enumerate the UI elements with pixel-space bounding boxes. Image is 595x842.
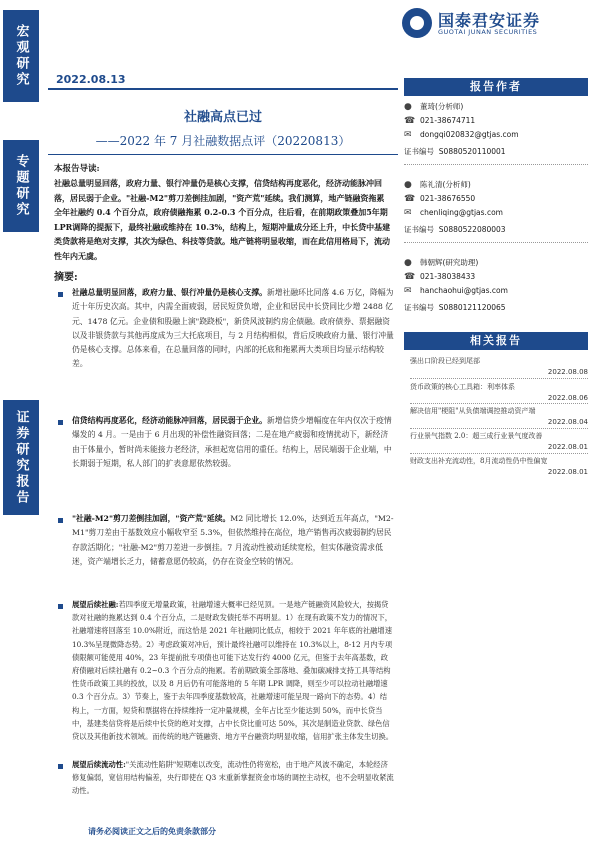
report-subtitle: ——2022 年 7 月社融数据点评（20220813） xyxy=(95,134,351,148)
related-report-item[interactable] xyxy=(410,431,588,451)
bullet-text: 新增社融环比同落 4.6 万亿，降幅为近十年历史次高。其中，内需全面疲弱，居民短贷负增，企业和居民中长贷同比少增 2488 亿元、1478 亿元。企业债和股融上演"跷跷板"，新贷风波制约房企债融。政府债券、票据融资以及非银贷款与其他再度成为三大托底项目，与 2 月结构相似，背后反映政府力量、银行冲量仍是核心支撑。总体来看，在总量回落的同时，内部的托底和拖累两大类项目均显示结构较差。 xyxy=(72,288,394,369)
author-name: 韩朝辉(研究助理) xyxy=(420,258,479,267)
author-cert xyxy=(404,302,506,313)
author-divider xyxy=(404,242,588,243)
bullet-marker xyxy=(58,604,63,609)
mail-icon: ✉ xyxy=(404,286,412,296)
related-report-item[interactable] xyxy=(410,406,588,426)
bullet-text: "关流动性陷阱"短期难以改变，流动性仍将宽松，由于地产风波不确定，本轮经济修复偏弱，宽信用结构偏差，央行即使在 Q3 末重新掌握资金市场的调控主动权，也不会明显收紧流动性。 xyxy=(72,760,394,795)
logo-text-cn: 国泰君安证券 xyxy=(438,11,541,30)
author-email[interactable]: hanchaohui@gtjas.com xyxy=(420,286,508,295)
mail-icon: ✉ xyxy=(404,208,412,218)
author-email[interactable]: dongqi020832@gtjas.com xyxy=(420,130,519,139)
related-heading: 相关报告 xyxy=(404,332,588,350)
sidebar-block-topic: 专题研究 xyxy=(3,140,39,232)
author-card xyxy=(404,100,588,160)
bullet-marker xyxy=(58,420,63,425)
cert-number: S0880121120065 xyxy=(438,303,506,312)
author-phone: 021-38038433 xyxy=(420,272,476,281)
bullet-text: M2 同比增长 12.0%，达到近五年高点，"M2- M1"剪刀差由于基数效应小幅收窄至 5.3%，但依然维持在高位，地产销售再次疲弱制约居民存款活期化；"社融-M2"剪刀差进一步倒挂。7 月流动性被动延续宽松，但实体融资需求低迷，资产端增长乏力，储蓄意愿仍较高，仍存在资金空转的情况。 xyxy=(72,514,394,566)
phone-icon: ☎ xyxy=(404,116,416,126)
mail-icon: ✉ xyxy=(404,130,412,140)
phone-icon: ☎ xyxy=(404,272,416,282)
logo-mark-icon xyxy=(402,8,432,38)
author-name: 陈礼清(分析师) xyxy=(420,180,471,189)
author-cert xyxy=(404,146,506,157)
phone-icon: ☎ xyxy=(404,194,416,204)
related-report-title[interactable]: 强出口阶段已经到尾部 xyxy=(410,357,480,365)
related-divider xyxy=(410,453,588,454)
author-phone: 021-38674711 xyxy=(420,116,476,125)
abstract-heading: 摘要: xyxy=(54,272,78,283)
related-report-date: 2022.08.04 xyxy=(547,418,588,426)
related-report-date: 2022.08.01 xyxy=(547,443,588,451)
abstract-bullet xyxy=(72,758,394,797)
report-date: 2022.08.13 xyxy=(56,73,126,86)
sidebar-block-macro: 宏观研究 xyxy=(3,10,39,102)
authors-heading: 报告作者 xyxy=(404,78,588,96)
report-title: 社融高点已过 xyxy=(183,110,262,125)
bullet-lead: 展望后续流动性: xyxy=(72,760,126,769)
author-email[interactable]: chenliqing@gtjas.com xyxy=(420,208,503,217)
related-report-item[interactable] xyxy=(410,382,588,402)
bullet-text: 新增信贷少增幅度在年内仅次于疫情爆发的 4 月。一是由于 6 月出现的补偿性融资回落；二是在地产疲弱和疫情扰动下，新经济由于体量小，暂时尚未能接力老经济，承担起宽信用的重任。结构上，居民端弱于企业端，中长期弱于短期，私人部门的扩表意愿依然较弱。 xyxy=(72,416,392,468)
related-report-title[interactable]: 解决信用"梗阻"从负债端调控推动资产端 xyxy=(410,407,536,415)
related-report-title[interactable]: 财政支出补充流动性，8月流动性仍中性偏宽 xyxy=(410,457,548,465)
abstract-bullet xyxy=(72,286,394,372)
header-divider xyxy=(48,88,398,90)
author-card xyxy=(404,256,588,316)
related-report-title[interactable]: 货币政策的核心工具箱：利率体系 xyxy=(410,383,515,391)
related-divider xyxy=(410,403,588,404)
related-divider xyxy=(410,378,588,379)
bullet-text: 若四季度无增量政策，社融增速大概率已经见顶。一是地产链融资风险较大，按揭贷款对社融的拖累达到 0.4 个百分点，二是财政发债托举不再明显。1）在现有政策不发力的情况下，社融增速将回落至 10.0%附近，而这恰是 2021 年社融同比低点，相较于 2021 年年底的社融增速 10.3%呈现微降态势。2）考虑政策对冲后，预计最终社融可以维持在 10.3%以上，8-12 月内专项债限额可能使用 40%，23 年提前批专项债也可能下达发行约 4000 亿元，但鉴于去年高基数，政府债融对后续社融有 0.2~0.3 个百分点的拖累。若前期政策全部落地、叠加碳减排支持工具等结构性货币政策工具的投放，以及 8 月后仍有可能落地的 5 年期 LPR 调降，则至少可以拉动社融增速 0.3 个百分点。3）节奏上，鉴于去年四季度基数较高，社融增速可能呈现一路向下的态势。4）结构上，一方面，短贷和票据将在持续维持一定冲量规模，全年占比至少能达到 50%，而中长贷当中，基建类信贷将是后续中长贷的绝对支撑，占中长贷比重可达 50%，其次是制造业贷款、绿色信贷以及其他新技术领域。而传统的地产链融资、地方平台融资均明显收缩，信用扩张主体发生切换。 xyxy=(72,600,394,742)
cert-label: 证书编号 xyxy=(404,303,434,312)
logo-text-en: GUOTAI JUNAN SECURITIES xyxy=(438,28,538,36)
bullet-marker xyxy=(58,292,63,297)
related-report-item[interactable] xyxy=(410,356,588,376)
person-icon: ● xyxy=(404,258,412,268)
related-report-date: 2022.08.06 xyxy=(547,394,588,402)
related-report-title[interactable]: 行业景气指数 2.0：超三成行业景气度改善 xyxy=(410,432,543,440)
author-phone: 021-38676550 xyxy=(420,194,476,203)
bullet-marker xyxy=(58,518,63,523)
related-divider xyxy=(410,428,588,429)
bullet-lead: 展望后续社融: xyxy=(72,600,119,609)
bullet-lead: "社融-M2"剪刀差倒挂加剧，"资产荒"延续。 xyxy=(72,514,231,523)
related-report-item[interactable] xyxy=(410,456,588,476)
person-icon: ● xyxy=(404,180,412,190)
guide-heading: 本报告导读: xyxy=(54,164,100,174)
left-sidebar xyxy=(0,0,44,842)
title-divider xyxy=(48,154,398,155)
abstract-bullet xyxy=(72,414,394,471)
bullet-marker xyxy=(58,764,63,769)
related-report-date: 2022.08.08 xyxy=(547,368,588,376)
related-report-date: 2022.08.01 xyxy=(547,468,588,476)
cert-label: 证书编号 xyxy=(404,225,434,234)
abstract-bullet xyxy=(72,512,394,569)
cert-label: 证书编号 xyxy=(404,147,434,156)
author-card xyxy=(404,178,588,238)
author-name: 董琦(分析师) xyxy=(420,102,464,111)
company-logo xyxy=(402,6,592,42)
bullet-lead: 社融总量明显回落，政府力量、银行冲量仍是核心支撑。 xyxy=(72,288,267,297)
bullet-lead: 信贷结构再度恶化，经济动能脉冲回落，居民弱于企业。 xyxy=(72,416,267,425)
person-icon: ● xyxy=(404,102,412,112)
cert-number: S0880520110001 xyxy=(438,147,506,156)
cert-number: S0880522080003 xyxy=(438,225,506,234)
guide-text: 社融总量明显回落，政府力量、银行冲量仍是核心支撑，信贷结构再度恶化，经济动能脉冲回落，居民弱于企业。"社融-M2"剪刀差倒挂加剧，"资产荒"延续。我们测算，地产链融资拖累全年社融约 0.4 个百分点，政府债融拖累 0.2-0.3 个百分点，往后看，在前期政策叠加5年期LPR调降的提振下，最终社融或维持在 10.3%，结构上，短期冲量成分还上升，中长贷中基建类贷款将是绝对支撑，其次为绿色、科技等贷款。地产链将明显收缩，而在此信用格局下，流动性年内无虞。 xyxy=(54,178,391,261)
author-cert xyxy=(404,224,506,235)
disclaimer-footer: 请务必阅读正文之后的免责条款部分 xyxy=(88,826,216,836)
sidebar-block-report: 证券研究报告 xyxy=(3,400,39,515)
author-divider xyxy=(404,164,588,165)
abstract-bullet xyxy=(72,598,394,743)
